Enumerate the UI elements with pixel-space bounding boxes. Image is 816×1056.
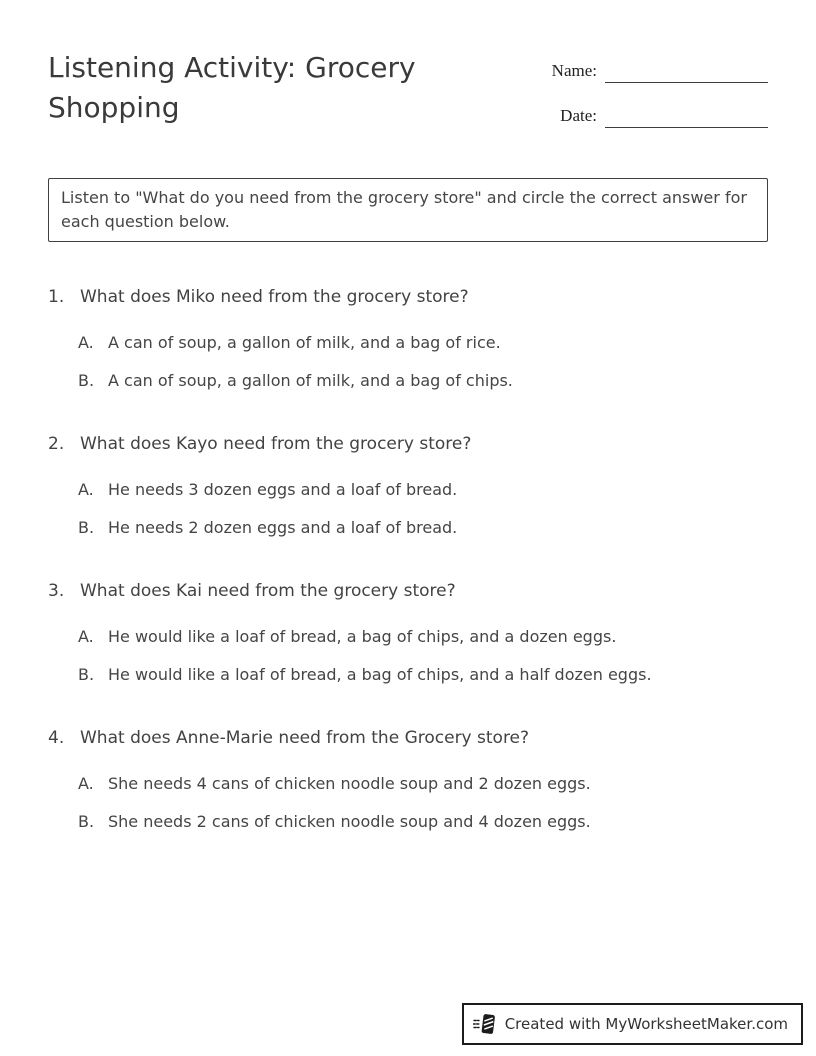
instructions-text: Listen to "What do you need from the grocery store" and circle the correct answer for each question below. [61,188,747,231]
option-letter: A. [78,480,94,499]
footer-branding-link[interactable] [462,1003,803,1045]
option-letter: B. [78,812,95,831]
worksheet-maker-logo-icon [473,1012,497,1036]
answer-option-b [78,516,768,540]
option-text: He needs 3 dozen eggs and a loaf of bread. [108,480,458,499]
page-title: Listening Activity: Grocery Shopping [48,51,416,124]
date-label: Date: [560,106,597,125]
question-text: What does Kai need from the grocery store? [80,581,456,601]
option-text: A can of soup, a gallon of milk, and a bag of chips. [108,371,513,390]
option-letter: B. [78,371,95,390]
question-line [48,285,768,309]
option-text: She needs 2 cans of chicken noodle soup and 4 dozen eggs. [108,812,591,831]
option-letter: B. [78,518,95,537]
date-blank-line [605,106,768,128]
option-letter: A. [78,333,94,352]
answer-option-a [78,331,768,355]
question-number: 4. [48,728,65,748]
answer-option-a [78,772,768,796]
option-text: He would like a loaf of bread, a bag of chips, and a dozen eggs. [108,627,617,646]
option-text: He needs 2 dozen eggs and a loaf of bread. [108,518,458,537]
question-item [48,432,768,540]
question-number: 2. [48,434,65,454]
question-text: What does Anne-Marie need from the Grocery store? [80,728,530,748]
answer-option-a [78,625,768,649]
option-text: He would like a loaf of bread, a bag of chips, and a half dozen eggs. [108,665,652,684]
option-letter: B. [78,665,95,684]
option-letter: A. [78,774,94,793]
question-item [48,285,768,393]
answer-option-a [78,478,768,502]
name-blank-line [605,61,768,83]
answer-option-b [78,810,768,834]
question-text: What does Kayo need from the grocery store? [80,434,472,454]
question-line [48,432,768,456]
option-text: She needs 4 cans of chicken noodle soup and 2 dozen eggs. [108,774,591,793]
option-text: A can of soup, a gallon of milk, and a bag of rice. [108,333,501,352]
question-line [48,579,768,603]
header [0,0,816,128]
option-letter: A. [78,627,94,646]
question-number: 3. [48,581,65,601]
name-date-block [552,55,768,128]
question-item [48,726,768,834]
question-number: 1. [48,287,65,307]
instructions-box [48,178,768,242]
question-line [48,726,768,750]
answer-option-b [78,663,768,687]
footer-branding-text: Created with MyWorksheetMaker.com [504,1015,788,1033]
questions-list [48,285,768,834]
name-label: Name: [551,61,597,80]
question-text: What does Miko need from the grocery store? [80,287,469,307]
question-item [48,579,768,687]
answer-option-b [78,369,768,393]
